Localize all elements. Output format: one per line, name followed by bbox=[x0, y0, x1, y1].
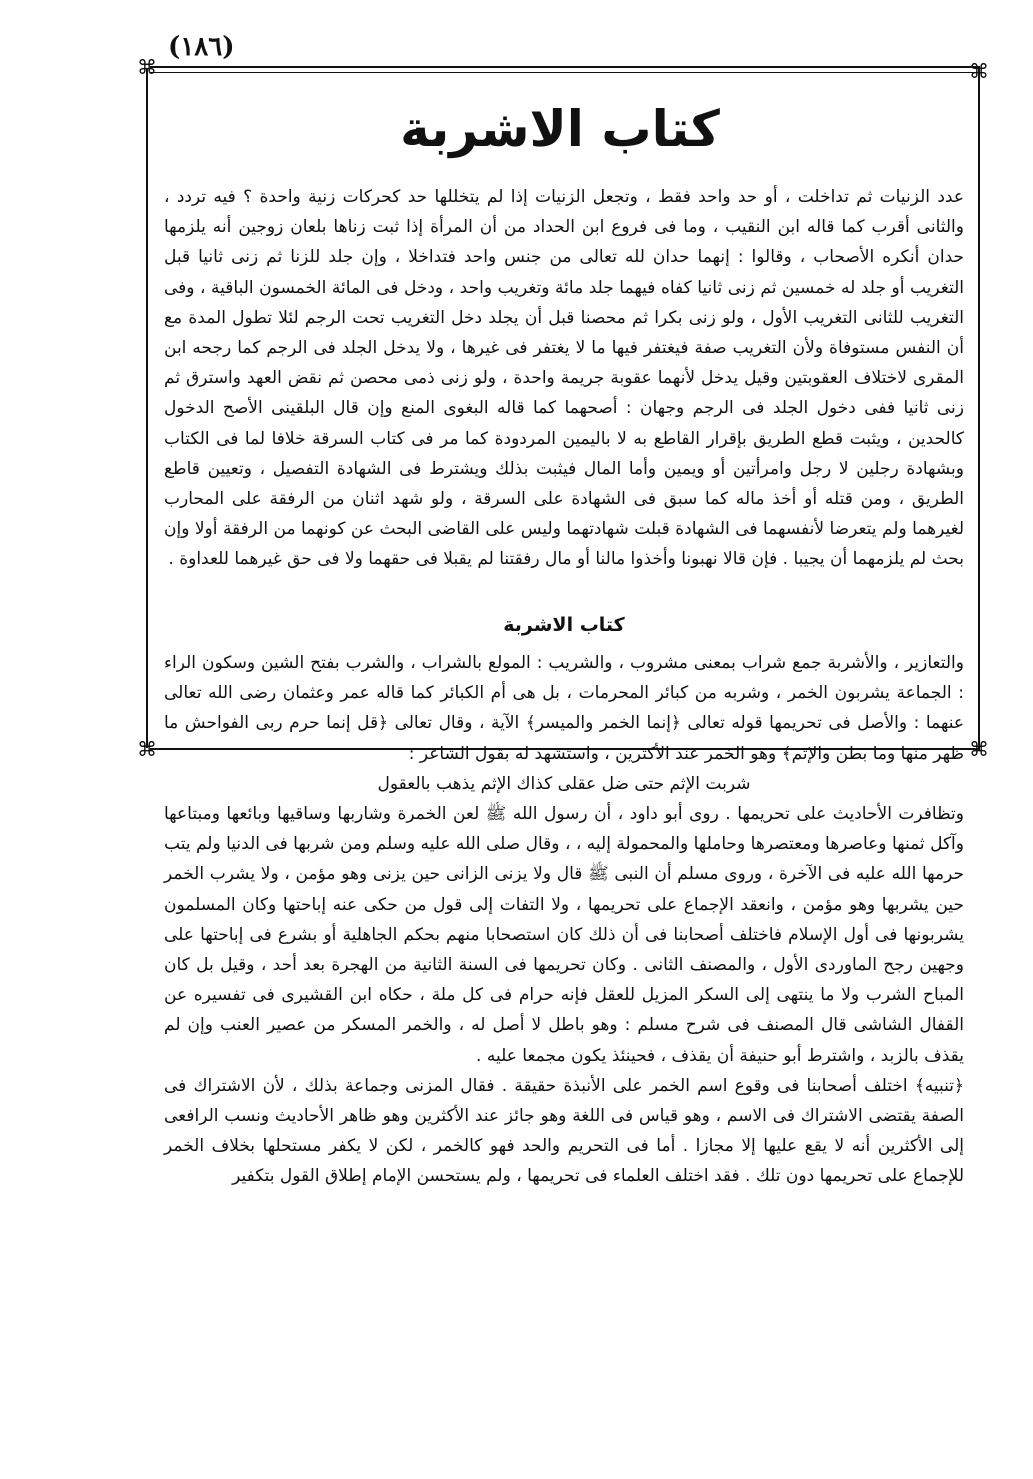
section-heading: كتاب الاشربة bbox=[503, 614, 625, 636]
corner-ornament-top-right: ⌘ bbox=[969, 59, 989, 83]
corner-ornament-bottom-right: ⌘ bbox=[969, 737, 989, 761]
book-title: كتاب الاشربة bbox=[400, 100, 720, 158]
frame-left-line bbox=[146, 68, 148, 748]
frame-right-line bbox=[978, 68, 980, 748]
commentary-block bbox=[164, 182, 964, 575]
main-paragraph: والتعازير ، والأشربة جمع شراب بمعنى مشروب ، والشريب : المولع بالشراب ، والشرب بفتح الشين وسكون الراء : الجماعة يشربون الخمر ، وشربه من كبائر المحرمات ، بل هى أم الكبائر كما قاله عمر وعثمان رضى الله تعالى عنهما : والأصل فى تحريمها قوله تعالى ﴿إنما الخمر والميسر﴾ الآية ، وقال تعالى ﴿قل إنما حرم ربى الفواحش ما ظهر منها وما بطن والإثم﴾ وهو الخمر عند الأكثرين ، واستشهد له بقول الشاعر : bbox=[164, 653, 964, 764]
commentary-paragraph: عدد الزنيات ثم تداخلت ، أو حد واحد فقط ، وتجعل الزنيات إذا لم يتخللها حد كحركات زنية واحدة ؟ فيه تردد ، والثانى أقرب كما قاله ابن النقيب ، وما فى فروع ابن الحداد من أن المرأة إذا ثبت زناها بلعان زوجين أنه يلزمها حدان أنكره الأصحاب ، وقالوا : إنهما حدان لله تعالى من جنس واحد فتداخلا ، وإن جلد للزنا ثم زنى ثانيا قبل التغريب أو جلد له خمسين ثم زنى ثانيا كفاه فيهما جلد مائة وتغريب واحد ، ودخل فى المائة الخمسون الباقية ، وفى التغريب للثانى التغريب الأول ، ولو زنى بكرا ثم محصنا قبل أن يجلد دخل التغريب تحت الرجم لئلا تطول المدة مع أن النفس مستوفاة ولأن التغريب صفة فيغتفر فيها ما لا يغتفر فى غيرها ، ولا يدخل الجلد فى الرجم كما رجحه ابن المقرى لاختلاف العقوبتين وقيل يدخل لأنهما عقوبة جريمة واحدة ، ولو زنى ذمى محصن ثم نقض العهد واسترق ثم زنى ثانيا ففى دخول الجلد فى الرجم وجهان : أصحهما كما قاله البغوى المنع وإن قال البلقينى الأصح الدخول كالحدين ، ويثبت قطع الطريق بإقرار القاطع به لا باليمين المردودة كما مر فى كتاب السرقة خلافا لما فى الكتاب وبشهادة رجلين لا رجل وامرأتين أو ويمين وأما المال فيثبت بذلك ويشترط فى الشهادة التفصيل ، وتعيين قاطع الطريق ، ومن قتله أو أخذ ماله كما سبق فى الشهادة على السرقة ، ولو شهد اثنان من الرفقة على المحارب لغيرهما ولم يتعرضا لأنفسهما فى الشهادة قبلت شهادتهما وليس على القاضى البحث عن كونهما من الرفقة أولا وإن بحث لم يلزمهما أن يجيبا . فإن قالا نهبونا وأخذوا مالنا أو مال رفقتنا لم يقبلا فى حقهما ولا فى حق غيرهما للعداوة . bbox=[164, 187, 964, 570]
corner-ornament-bottom-left: ⌘ bbox=[137, 737, 157, 761]
frame-top-line-inner bbox=[150, 72, 980, 73]
frame-top-line bbox=[150, 66, 980, 68]
poetry-verse: شربت الإثم حتى ضل عقلى كذاك الإثم يذهب بالعقول bbox=[377, 773, 751, 794]
corner-ornament-top-left: ⌘ bbox=[137, 55, 157, 79]
page-number: (١٨٦) bbox=[168, 32, 235, 62]
tanbih-paragraph: ﴿تنبيه﴾ اختلف أصحابنا فى وقوع اسم الخمر على الأنبذة حقيقة . فقال المزنى وجماعة بذلك ، لأن الاشتراك فى الصفة يقتضى الاشتراك فى الاسم ، وهو قياس فى اللغة وهو جائز عند الأكثرين وهو ظاهر الأحاديث ونسب الرافعى إلى الأكثرين أنه لا يقع عليها إلا مجازا . أما فى التحريم والحد فهو كالخمر ، لكن لا يكفر مستحلها بخلاف الخمر للإجماع على تحريمها دون تلك . فقد اختلف العلماء فى تحريمها ، ولم يستحسن الإمام إطلاق القول بتكفير bbox=[164, 1075, 964, 1187]
main-paragraph: وتظافرت الأحاديث على تحريمها . روى أبو داود ، أن رسول الله ﷺ لعن الخمرة وشاربها وساقيها وبائعها ومبتاعها وآكل ثمنها وعاصرها ومعتصرها وحاملها والمحمولة إليه ، ، وقال صلى الله عليه وسلم ومن شربها فى الدنيا ولم يتب حرمها الله عليه فى الآخرة ، وروى مسلم أن النبى ﷺ قال ولا يزنى الزانى حين يزنى وهو مؤمن ، ولا يشرب الخمر حين يشربها وهو مؤمن ، وانعقد الإجماع على تحريمها ، ولا التفات إلى قول من حكى عنه إباحتها وكان المسلمون يشربونها فى أول الإسلام فاختلف أصحابنا فى أن ذلك كان استصحابا منهم بحكم الجاهلية أو بشرع فى إباحتها على وجهين رجح الماوردى الأول ، والمصنف الثانى . وكان تحريمها فى السنة الثانية من الهجرة بعد أحد ، وقيل بل كان المباح الشرب ولا ما ينتهى إلى السكر المزيل للعقل فإنه حرام فى كل ملة ، حكاه ابن القشيرى فى تفسيره عن القفال الشاشى قال المصنف فى شرح مسلم : وهو باطل لا أصل له ، والخمر المسكر من عصير العنب وإن لم يقذف بالزبد ، واشترط أبو حنيفة أن يقذف ، فحينئذ يكون مجمعا عليه . bbox=[164, 804, 964, 1066]
main-text-block bbox=[164, 648, 964, 1192]
